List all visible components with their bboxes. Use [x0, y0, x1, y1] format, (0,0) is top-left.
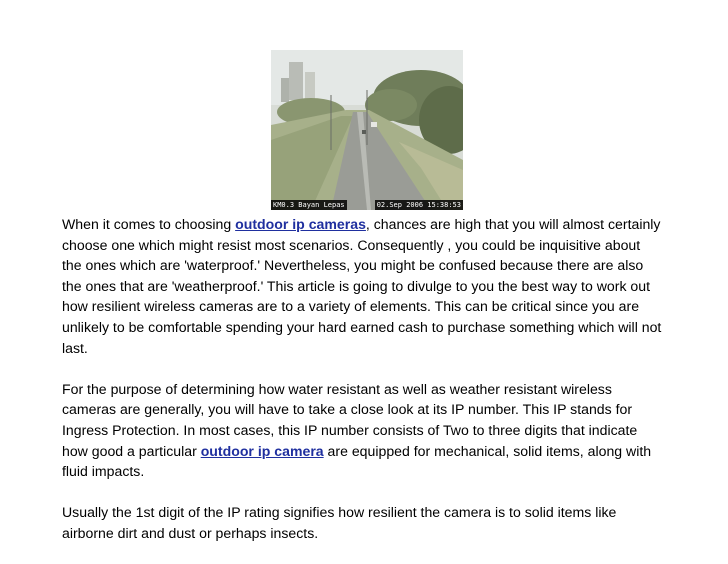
paragraph-3: Usually the 1st digit of the IP rating signifies how resilient the camera is to solid items like airborne dirt and dust or perhaps insects.	[62, 504, 617, 541]
article-body	[62, 214, 662, 564]
paragraph-1-text-after: , chances are high that you will almost certainly choose one which might resist most scenarios. Consequently , you could be inquisitive about the ones which are 'waterproof.' Nevertheless, you might be confused because there are also the ones that are 'weatherproof.' This article is going to divulge to you the best way to work out how resilient wireless cameras are to a variety of elements. This can be critical since you are unlikely to be comfortable spending your hard earned cash to purchase something which will not last.	[62, 216, 662, 356]
paragraph-2-text-before: For the purpose of determining how water resistant as well as weather resistant wireless cameras are generally, you will have to take a close look at its IP number. This IP stands for Ingress Protection. In most cases, this IP number consists of Two to three digits that indicate how good a particular	[62, 380, 638, 459]
outdoor-ip-camera-link[interactable]: outdoor ip camera	[200, 442, 324, 459]
paragraph-2-text-after: are equipped for mechanical, solid items, along with fluid impacts.	[62, 442, 652, 480]
photo-timestamp-caption: 02.Sep 2006 15:38:53	[376, 201, 461, 209]
outdoor-ip-cameras-link[interactable]: outdoor ip cameras	[235, 216, 366, 232]
paragraph-1-text-before: When it comes to choosing	[62, 216, 236, 232]
road-scene-image	[271, 50, 463, 210]
paragraph-2	[62, 379, 662, 482]
traffic-camera-photo	[271, 50, 463, 210]
paragraph-1	[62, 214, 662, 358]
photo-location-caption: KM0.3 Bayan Lepas	[273, 201, 345, 209]
